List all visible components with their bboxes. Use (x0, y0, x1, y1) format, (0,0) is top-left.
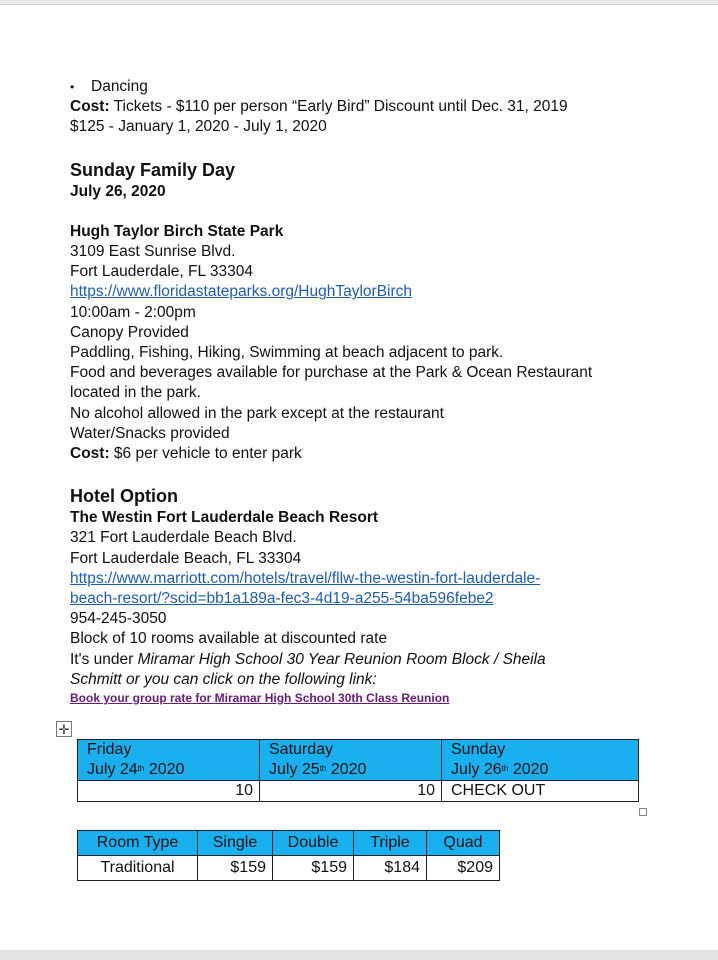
dates-header-cell (260, 740, 442, 781)
hotel-url-link-line1[interactable]: https://www.marriott.com/hotels/travel/fllw-the-westin-fort-lauderdale- (70, 569, 541, 587)
under-italic-1: Miramar High School 30 Year Reunion Room Block / Sheila (137, 650, 546, 668)
rates-header-cell: Double (273, 831, 354, 856)
cost-label: Cost: (70, 445, 110, 463)
day-name: Sunday (451, 741, 506, 758)
snacks-note: Water/Snacks provided (70, 424, 230, 442)
hotel-heading: Hotel Option (70, 486, 178, 507)
rates-row (78, 856, 500, 881)
table-resize-handle[interactable] (639, 808, 647, 816)
dates-header-cell (78, 740, 260, 781)
hotel-address-2: Fort Lauderdale Beach, FL 33304 (70, 549, 302, 567)
day-date: July 24th 2020 (87, 761, 185, 778)
hotel-name: The Westin Fort Lauderdale Beach Resort (70, 509, 379, 527)
rates-table (77, 830, 500, 881)
book-group-rate-link[interactable]: Book your group rate for Miramar High School 30th Class Reunion (70, 691, 450, 706)
room-block-note: Block of 10 rooms available at discounted rate (70, 630, 388, 648)
canopy-note: Canopy Provided (70, 323, 189, 341)
document-page (0, 4, 718, 951)
rates-header-cell: Single (198, 831, 273, 856)
cost-text: Tickets - $110 per person “Early Bird” Discount until Dec. 31, 2019 (109, 98, 568, 116)
food-note-2: located in the park. (70, 384, 201, 402)
dates-table (77, 739, 639, 802)
park-url-link[interactable]: https://www.floridastateparks.org/HughTaylorBirch (70, 283, 413, 301)
room-type-cell: Traditional (78, 856, 198, 881)
venue-name: Hugh Taylor Birch State Park (70, 222, 284, 240)
dates-header-cell (442, 740, 639, 781)
document-body (70, 77, 660, 706)
cost-text: $6 per vehicle to enter park (109, 445, 302, 463)
day-name: Saturday (269, 741, 334, 758)
room-block-under-2: Schmitt or you can click on the following link: (70, 670, 377, 688)
alcohol-note: No alcohol allowed in the park except at the restaurant (70, 404, 444, 422)
hotel-phone: 954-245-3050 (70, 610, 167, 628)
rate-cell: $159 (273, 856, 354, 881)
rates-header-cell: Triple (354, 831, 427, 856)
food-note-1: Food and beverages available for purchase at the Park & Ocean Restaurant (70, 364, 593, 382)
dance-cost-line2: $125 - January 1, 2020 - July 1, 2020 (70, 118, 327, 136)
rate-cell: $159 (198, 856, 273, 881)
rate-cell: $209 (427, 856, 500, 881)
venue-address-1: 3109 East Sunrise Blvd. (70, 243, 236, 261)
venue-address-2: Fort Lauderdale, FL 33304 (70, 263, 253, 281)
day-date: July 26th 2020 (451, 761, 549, 778)
page-bottom-edge (0, 950, 718, 960)
family-day-heading: Sunday Family Day (70, 159, 236, 180)
hotel-address-1: 321 Fort Lauderdale Beach Blvd. (70, 529, 297, 547)
bullet-item (70, 77, 660, 97)
room-count-cell: 10 (260, 781, 442, 802)
day-date: July 25th 2020 (269, 761, 367, 778)
dance-cost (70, 97, 660, 117)
bullet-marker: • (70, 80, 75, 94)
rates-header-cell: Quad (427, 831, 500, 856)
under-prefix: It's under (70, 650, 138, 668)
activities-note: Paddling, Fishing, Hiking, Swimming at beach adjacent to park. (70, 344, 504, 362)
event-time: 10:00am - 2:00pm (70, 303, 196, 321)
checkout-cell: CHECK OUT (442, 781, 639, 802)
rate-cell: $184 (354, 856, 427, 881)
park-cost (70, 444, 660, 464)
rates-header-cell: Room Type (78, 831, 198, 856)
dates-count-row (78, 781, 639, 802)
family-day-date: July 26, 2020 (70, 182, 166, 200)
cost-label: Cost: (70, 98, 110, 116)
table-move-handle-icon[interactable]: ✛ (56, 721, 72, 737)
bullet-text: Dancing (91, 78, 148, 95)
day-name: Friday (87, 741, 132, 758)
room-block-under-1 (70, 650, 660, 670)
room-count-cell: 10 (78, 781, 260, 802)
rates-header-row (78, 831, 500, 856)
hotel-url-link-line2[interactable]: beach-resort/?scid=bb1a189a-fec3-4d19-a255-54ba596febe2 (70, 590, 494, 608)
dates-header-row (78, 740, 639, 781)
